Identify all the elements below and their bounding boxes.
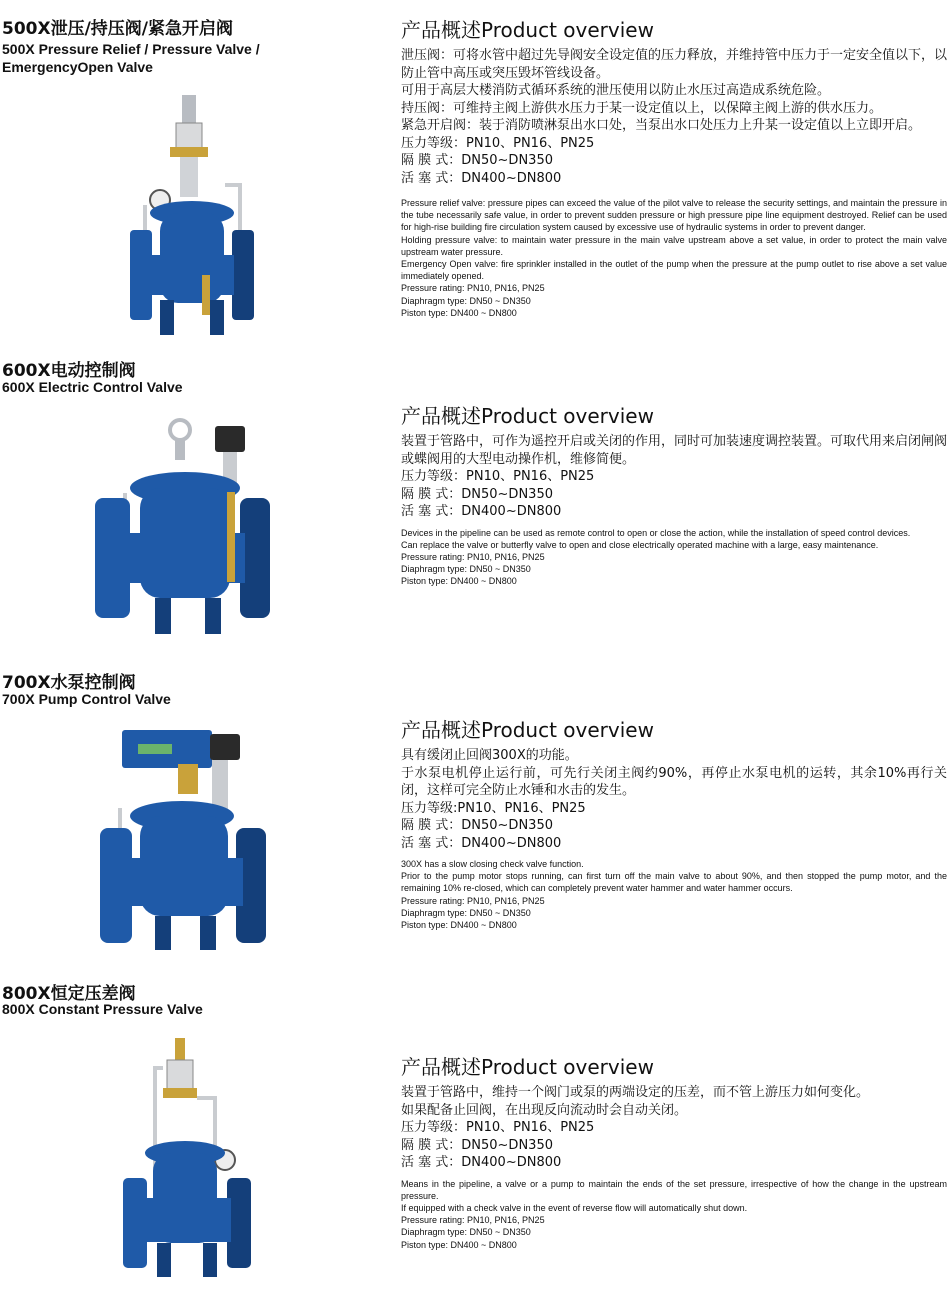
overview-en-text: 300X has a slow closing check valve function. (401, 859, 584, 869)
overview-cn-text: 装置于管路中，维持一个阀门或泵的两端设定的压差，而不管上游压力如何变化。 (401, 1085, 870, 1100)
section-700x-overview (401, 714, 947, 931)
overview-en-text: Emergency Open valve: fire sprinkler installed in the outlet of the pump when the pressure at the pump outlet to rise above a set value immediately opened. (401, 259, 947, 282)
overview-cn-text: 泄压阀：可将水管中超过先导阀安全设定值的压力释放，并维持管中压力于一定安全值以下，以防止管中高压或突压毁坏管线设备。 (401, 48, 948, 81)
pressure-rating-cn: 压力等级：PN10、PN16、PN25 (401, 469, 595, 484)
section-700x-title-en: 700X Pump Control Valve (2, 691, 171, 707)
piston-type-cn: 活 塞 式：DN400~DN800 (401, 835, 562, 851)
piston-type-en: Piston type: DN400 ~ DN800 (401, 920, 517, 931)
pressure-rating-en: Pressure rating: PN10, PN16, PN25 (401, 551, 545, 562)
pressure-rating-en: Pressure rating: PN10, PN16, PN25 (401, 283, 545, 294)
piston-type-en: Piston type: DN400 ~ DN800 (401, 576, 517, 587)
diaphragm-type-cn: 隔 膜 式：DN50~DN350 (401, 153, 553, 168)
section-600x-overview (401, 400, 947, 588)
valve-800x-image (115, 1038, 260, 1283)
overview-cn-text: 于水泵电机停止运行前，可先行关闭主阀约90%，再停止水泵电机的运转，其余10%再行关闭，这样可完全防止水锤和水击的发生。 (401, 765, 947, 798)
piston-type-cn: 活 塞 式：DN400~DN800 (401, 1155, 562, 1170)
overview-title: 产品概述Product overview (401, 1055, 654, 1079)
valve-600x-image (95, 418, 275, 636)
overview-en-text: Prior to the pump motor stops running, can first turn off the main valve to about 90%, and then stopped the pump motor, and the remaining 10% re-closed, which can completely prevent water hammer and water hammer occurs. (401, 871, 947, 894)
pressure-rating-cn: 压力等级：PN10、PN16、PN25 (401, 135, 595, 151)
diaphragm-type-cn: 隔 膜 式：DN50~DN350 (401, 818, 553, 833)
overview-title: 产品概述Product overview (401, 718, 654, 742)
diaphragm-type-en: Diaphragm type: DN50 ~ DN350 (401, 907, 531, 918)
overview-en-text: Devices in the pipeline can be used as remote control to open or close the action, while the installation of speed control devices. (401, 527, 911, 538)
overview-cn-text: 如果配备止回阀，在出现反向流动时会自动关闭。 (401, 1102, 688, 1118)
valve-700x-image (100, 728, 268, 953)
overview-cn-text: 可用于高层大楼消防式循环系统的泄压使用以防止水压过高造成系统危险。 (401, 83, 831, 98)
section-800x-overview (401, 1051, 947, 1251)
overview-en-text: Pressure relief valve: pressure pipes can exceed the value of the pilot valve to release the security settings, and maintain the pressure in the tube necessarily safe value, in order to prevent sudden pressure or high pressure pipe line equipment destroyed. Relief can be used for high-rise building fire circulation system caused by excessive use of hydraulic systems in order to prevent danger. (401, 198, 947, 233)
diaphragm-type-cn: 隔 膜 式：DN50~DN350 (401, 1137, 553, 1153)
overview-en-text: Holding pressure valve: to maintain water pressure in the main valve upstream above a set value, in order to protect the main valve upstream water pressure. (401, 234, 947, 257)
section-600x-title-en: 600X Electric Control Valve (2, 379, 183, 395)
piston-type-cn: 活 塞 式：DN400~DN800 (401, 504, 562, 519)
diaphragm-type-cn: 隔 膜 式：DN50~DN350 (401, 486, 553, 502)
pressure-rating-cn: 压力等级：PN10、PN16、PN25 (401, 1120, 595, 1135)
piston-type-en: Piston type: DN400 ~ DN800 (401, 307, 517, 318)
overview-cn-text: 具有缓闭止回阀300X的功能。 (401, 748, 578, 763)
overview-cn-text: 持压阀：可维持主阀上游供水压力于某一设定值以上，以保障主阀上游的供水压力。 (401, 100, 883, 116)
section-500x-title-en: 500X Pressure Relief / Pressure Valve / EmergencyOpen Valve (2, 41, 260, 75)
valve-500x-image (130, 95, 260, 340)
diaphragm-type-en: Diaphragm type: DN50 ~ DN350 (401, 295, 531, 306)
section-700x-title-cn: 700X水泵控制阀 (2, 673, 136, 693)
pressure-rating-en: Pressure rating: PN10, PN16, PN25 (401, 1215, 545, 1226)
overview-cn-text: 装置于管路中，可作为遥控开启或关闭的作用，同时可加装速度调控装置。可取代用来启闭闸阀或蝶阀用的大型电动操作机，维修简便。 (401, 434, 948, 467)
overview-en-text: Means in the pipeline, a valve or a pump to maintain the ends of the set pressure, irrespective of how the change in the upstream pressure. (401, 1178, 947, 1201)
section-500x-overview (401, 14, 947, 319)
overview-en-text: If equipped with a check valve in the event of reverse flow will automatically shut down. (401, 1202, 748, 1213)
piston-type-cn: 活 塞 式：DN400~DN800 (401, 170, 562, 186)
diaphragm-type-en: Diaphragm type: DN50 ~ DN350 (401, 564, 531, 575)
section-800x-title-en: 800X Constant Pressure Valve (2, 1001, 203, 1017)
piston-type-en: Piston type: DN400 ~ DN800 (401, 1239, 517, 1250)
diaphragm-type-en: Diaphragm type: DN50 ~ DN350 (401, 1227, 531, 1238)
section-600x-title-cn: 600X电动控制阀 (2, 361, 136, 381)
section-800x-title-cn: 800X恒定压差阀 (2, 984, 136, 1004)
section-500x-title-cn: 500X泄压/持压阀/紧急开启阀 (2, 19, 234, 39)
pressure-rating-cn: 压力等级:PN10、PN16、PN25 (401, 800, 586, 816)
overview-title: 产品概述Product overview (401, 18, 654, 42)
overview-en-text: Can replace the valve or butterfly valve to open and close electrically operated machine with a large, easy maintenance. (401, 539, 879, 550)
pressure-rating-en: Pressure rating: PN10, PN16, PN25 (401, 895, 545, 906)
overview-cn-text: 紧急开启阀：装于消防喷淋泵出水口处，当泵出水口处压力上升某一设定值以上立即开启。 (401, 118, 922, 133)
overview-title: 产品概述Product overview (401, 404, 654, 428)
